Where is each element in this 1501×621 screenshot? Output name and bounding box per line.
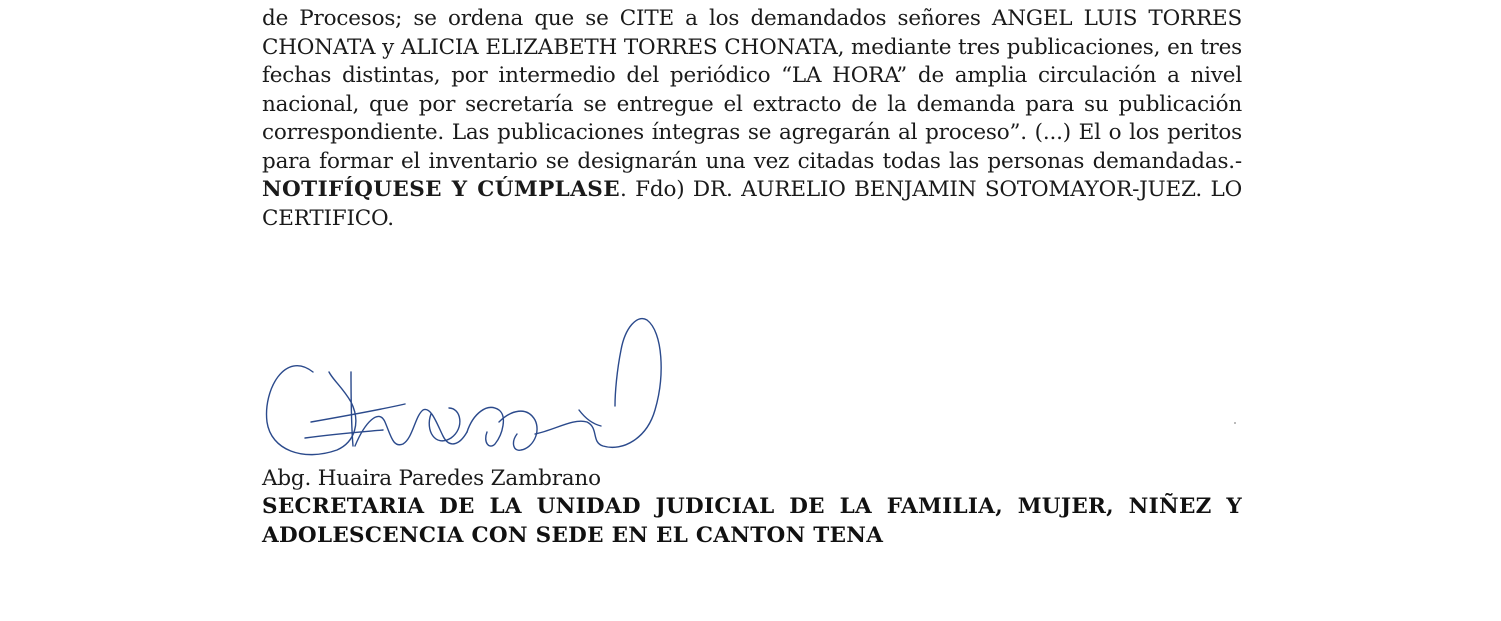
signer-name: Abg. Huaira Paredes Zambrano [262,466,601,491]
paragraph-text-part2: . Fdo) DR. AURELIO BENJAMIN SOTOMAYOR-JUEZ. LO CERTIFICO. [262,177,1242,231]
paragraph-emphasis: NOTIFÍQUESE Y CÚMPLASE [262,177,620,202]
signer-title: SECRETARIA DE LA UNIDAD JUDICIAL DE LA FAMILIA, MUJER, NIÑEZ Y ADOLESCENCIA CON SEDE EN EL CANTON TENA [262,494,1242,548]
signature-strokes [267,319,662,455]
scan-speck [1234,422,1236,424]
body-paragraph [262,5,1242,233]
handwritten-signature [255,310,675,480]
paragraph-text-part1: de Procesos; se ordena que se CITE a los demandados señores ANGEL LUIS TORRES CHONATA y ALICIA ELIZABETH TORRES CHONATA, mediante tres publicaciones, en tres fechas distintas, por intermedio del periódico “LA HORA” de amplia circulación a nivel nacional, que por secretaría se entregue el extracto de la demanda para su publicación correspondiente. Las publicaciones íntegras se agregarán al proceso”. (...) El o los peritos para formar el inventario se designarán una vez citadas todas las personas demandadas.- [262,6,1242,174]
